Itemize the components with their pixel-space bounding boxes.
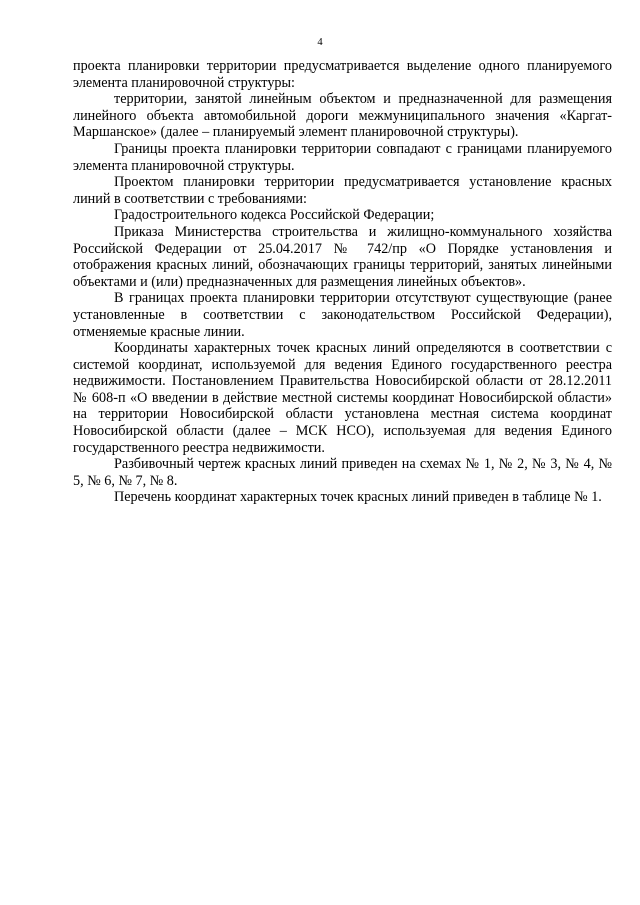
paragraph-ministry-order: Приказа Министерства строительства и жилищно-коммунального хозяйства Российской Федерации от 25.04.2017 № 742/пр «О Порядке установления и отображения красных линий, обозначающих границы территорий, занятых линейными объектами и (или) предназначенных для размещения линейных объектов».	[73, 223, 612, 290]
page-number: 4	[317, 37, 323, 48]
paragraph-coordinates: Координаты характерных точек красных линий определяются в соответствии с системой координат, используемой для ведения Единого государственного реестра недвижимости. Постановлением Правительства Новосибирской области от 28.12.2011 № 608-п «О введении в действие местной системы координат Новосибирской области» на территории Новосибирской области установлена местная система координат Новосибирской области (далее – МСК НСО), используемая для ведения Единого государственного реестра недвижимости.	[73, 340, 612, 456]
paragraph-existing-lines: В границах проекта планировки территории отсутствуют существующие (ранее установленные в соответствии с законодательством Российской Федерации), отменяемые красные линии.	[73, 290, 612, 340]
paragraph-continuation: проекта планировки территории предусматривается выделение одного планируемого элемента планировочной структуры:	[73, 58, 612, 91]
paragraph-urban-code: Градостроительного кодекса Российской Федерации;	[114, 207, 435, 224]
paragraph-boundaries: Границы проекта планировки территории совпадают с границами планируемого элемента планировочной структуры.	[73, 140, 612, 174]
document-body	[73, 58, 612, 506]
paragraph-red-lines-intro: Проектом планировки территории предусматривается установление красных линий в соответствии с требованиями:	[73, 174, 612, 207]
paragraph-table-reference: Перечень координат характерных точек красных линий приведен в таблице № 1.	[114, 489, 602, 506]
paragraph-schemes: Разбивочный чертеж красных линий приведен на схемах № 1, № 2, № 3, № 4, № 5, № 6, № 7, № 8.	[73, 456, 612, 489]
paragraph-planning-element: территории, занятой линейным объектом и предназначенной для размещения линейного объекта автомобильной дороги межмуниципального значения «Каргат-Маршанское» (далее – планируемый элемент планировочной структуры).	[73, 91, 612, 141]
